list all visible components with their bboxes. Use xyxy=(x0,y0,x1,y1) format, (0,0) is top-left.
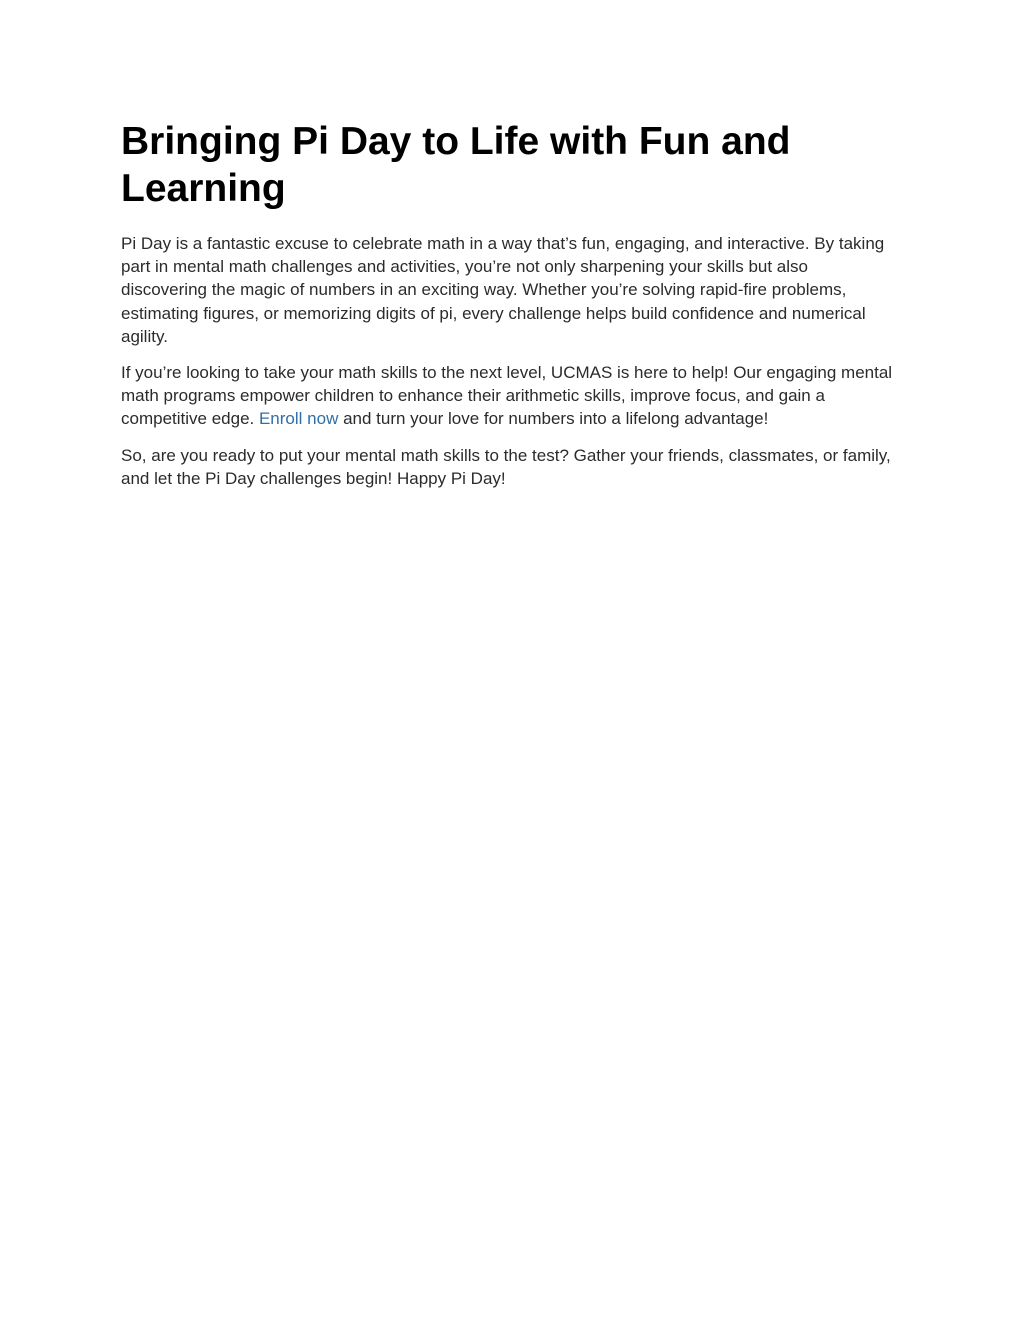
intro-paragraph: Pi Day is a fantastic excuse to celebrate math in a way that’s fun, engaging, and interactive. By taking part in mental math challenges and activities, you’re not only sharpening your skills but also discovering the magic of numbers in an exciting way. Whether you’re solving rapid-fire problems, estimating figures, or memorizing digits of pi, every challenge helps build confidence and numerical agility. xyxy=(121,234,885,346)
ucmas-paragraph-text-end: and turn your love for numbers into a lifelong advantage! xyxy=(338,409,769,429)
ucmas-paragraph xyxy=(121,361,896,431)
enroll-now-link[interactable]: Enroll now xyxy=(258,409,339,429)
document-title: Bringing Pi Day to Life with Fun and Learning xyxy=(121,120,791,210)
ucmas-paragraph-text: If you’re looking to take your math skills to the next level, UCMAS is here to help! Our engaging mental math programs empower children to enhance their arithmetic skills, improve focus, and gain a competitive edge. xyxy=(121,363,893,429)
closing-paragraph: So, are you ready to put your mental math skills to the test? Gather your friends, classmates, or family, and let the Pi Day challenges begin! Happy Pi Day! xyxy=(121,445,891,488)
document-page xyxy=(121,118,896,503)
